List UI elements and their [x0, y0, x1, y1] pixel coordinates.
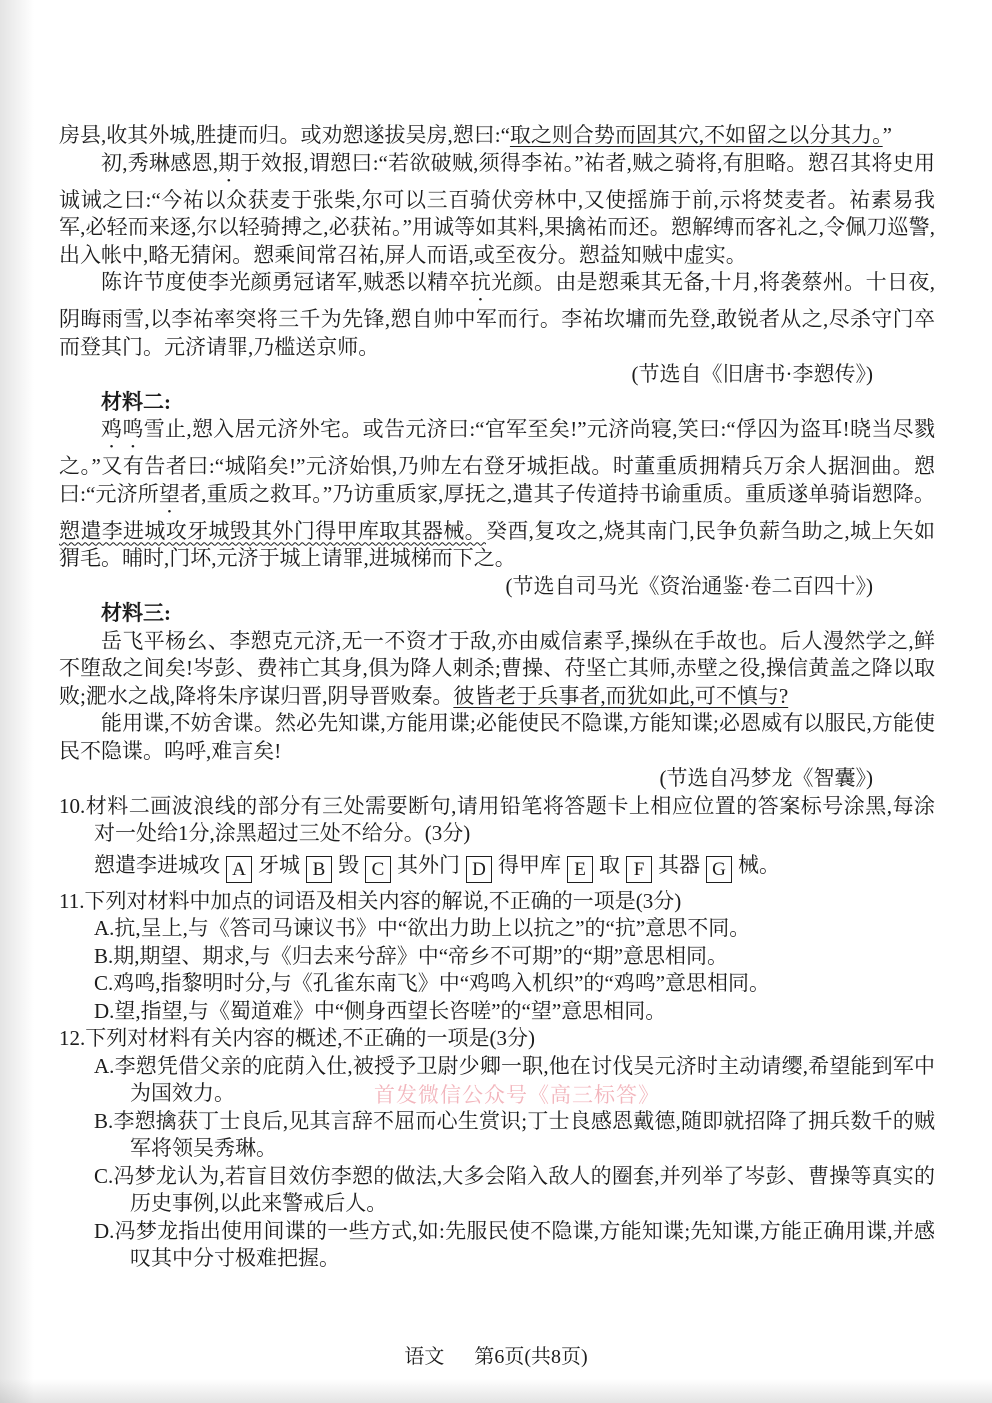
question-11-option-a: [94, 915, 935, 943]
question-12: [59, 1025, 935, 1053]
material1-paragraph-3: [59, 269, 935, 361]
material2-p1-seg1: 者,重质之救耳。”乃访重质家,厚抚之,遣其子传道持书谕重质。重质遂单骑诣愬降。: [180, 481, 936, 506]
question-12-number: 12.: [59, 1026, 86, 1050]
option-text: 鸡鸣,指黎明时分,与《孔雀东南飞》中“鸡鸣入机织”的“鸡鸣”意思相同。: [113, 971, 771, 995]
page-body-text: [59, 122, 935, 1273]
question-11-number: 11.: [59, 888, 85, 913]
option-text: 抗,呈上,与《答司马谏议书》中“欲出力助上以抗之”的“抗”意思不同。: [114, 916, 751, 940]
option-label: C.: [94, 971, 114, 995]
option-text: 期,期望、期求,与《归去来兮辞》中“帝乡不可期”的“期”意思相同。: [113, 943, 729, 968]
material1-p2-seg0: 初,秀琳感恩,: [101, 150, 219, 175]
material1-p1-post: ”: [882, 123, 892, 147]
option-text: 冯梦龙指出使用间谍的一些方式,如:先服民使不隐谍,方能知谍;先知谍,方能正确用谍,并感叹其中分寸极难把握。: [114, 1218, 935, 1270]
question-11: [59, 888, 935, 916]
material1-p1-underlined-sentence: 取之则合势而固其穴,不如留之以分其力。: [509, 123, 883, 147]
option-text: 望,指望,与《蜀道难》中“侧身西望长咨嗟”的“望”意思相同。: [114, 998, 667, 1023]
material1-p3-seg1: 光颜。由是愬乘其无备,十月,将袭蔡州。十日夜,阴晦雨雪,以李祐率突将三千为先锋,愬自帅中军而行。李祐坎墉而先登,敢锐者从之,尽杀守门卒而登其门。元济请罪,乃槛送京师。: [59, 270, 936, 359]
footer-page-number: 第6页(共8页): [474, 1346, 588, 1368]
dotted-word-qi: 期: [218, 150, 240, 175]
option-label: B.: [94, 943, 114, 968]
q10-seg-2: 毁: [338, 852, 359, 877]
material2-wavy-underlined-sentence: 愬遣李进城攻牙城毁其外门得甲库取其器械。: [59, 518, 486, 543]
option-label: A.: [94, 916, 115, 940]
option-label: B.: [94, 1108, 114, 1133]
material3-citation: (节选自冯梦龙《智囊》): [659, 766, 873, 790]
material3-p1-seg0: 岳飞平杨幺、李愬克元济,无一不资才于敌,亦由威信素孚,操纵在手故也。后人漫然学之,鲜不堕敌之间矣!岑彭、费祎亡其身,俱为降人刺杀;曹操、苻坚亡其师,赤壁之役,操信黄盖之降以取败;淝水之战,降将朱序谋归晋,阴导晋败秦。: [59, 628, 935, 708]
question-12-option-c: [94, 1163, 935, 1218]
dotted-word-kang: 抗: [469, 270, 492, 294]
answer-box-D: D: [466, 856, 492, 883]
material3-paragraph-1: [59, 628, 935, 711]
q10-seg-1: 牙城: [258, 852, 300, 877]
material1-citation: (节选自《旧唐书·李愬传》): [631, 362, 873, 386]
material2-paragraph-1: [59, 416, 935, 573]
page-footer: [0, 1340, 992, 1369]
material3-paragraph-2: 能用谍,不妨舍谍。然必先知谍,方能用谍;必能使民不隐谍,方能知谍;必恩威有以服民,方能使民不隐谍。呜呼,难言矣!: [59, 711, 935, 763]
question-11-option-d: [94, 998, 935, 1026]
dotted-word-jiming: 鸡鸣: [101, 417, 144, 441]
pink-watermark-text: 首发微信公众号《高三标答》: [374, 1083, 660, 1107]
q10-seg-0: 愬遣李进城攻: [94, 852, 220, 877]
answer-box-F: F: [626, 856, 652, 883]
material1-p3-seg0: 陈许节度使李光颜勇冠诸军,贼悉以精卒: [101, 270, 470, 294]
option-label: A.: [94, 1053, 115, 1078]
material2-citation: (节选自司马光《资治通鉴·卷二百四十》): [505, 573, 873, 598]
option-text: 李愬凭借父亲的庇荫入仕,被授予卫尉少卿一职,他在讨伐吴元济时主动请缨,希望能到军中为国效力。: [114, 1053, 935, 1105]
material2-heading: 材料二:: [101, 389, 171, 414]
material2-p1-seg0: 雪止,愬入居元济外宅。或告元济曰:“官军至矣!”元济尚寝,笑曰:“俘囚为盗耳!晓当尽戮之。”又有告者曰:“城陷矣!”元济始惧,乃帅左右登牙城拒战。时董重质拥精兵万余人据洄曲。愬曰:“元济所: [59, 417, 936, 506]
material3-underlined-sentence: 彼皆老于兵事者,而犹如此,可不慎与?: [453, 683, 789, 708]
q10-seg-5: 取: [599, 852, 620, 877]
material2-p1-seg2: 癸酉,复攻之,烧其南门,民争负薪刍助之,城上矢如猬毛。晡时,门坏,元济于城上请罪,进城梯而下之。: [59, 518, 936, 570]
question-10-text: 材料二画波浪线的部分有三处需要断句,请用铅笔将答题卡上相应位置的答案标号涂黑,每涂对一处给1分,涂黑超过三处不给分。(3分): [85, 793, 935, 845]
option-label: C.: [94, 1163, 114, 1188]
option-text: 冯梦龙认为,若盲目效仿李愬的做法,大多会陷入敌人的圈套,并列举了岑彭、曹操等真实的历史事例,以此来警戒后人。: [113, 1163, 935, 1215]
q10-seg-3: 其外门: [397, 852, 460, 877]
dotted-word-wang: 望: [158, 481, 181, 506]
answer-box-G: G: [706, 856, 732, 883]
question-12-option-a: [94, 1053, 935, 1108]
question-10-number: 10.: [59, 793, 86, 818]
q10-seg-6: 其器: [658, 852, 700, 877]
q10-seg-7: 械。: [738, 852, 780, 877]
question-10: [59, 793, 935, 848]
question-12-option-d: [94, 1218, 935, 1273]
answer-box-B: B: [306, 856, 332, 883]
option-text: 李愬擒获丁士良后,见其言辞不屈而心生赏识;丁士良感恩戴德,随即就招降了拥兵数千的贼军将领吴秀琳。: [113, 1108, 935, 1160]
question-10-answer-line: [94, 852, 935, 883]
material3-heading: 材料三:: [101, 601, 171, 625]
footer-subject-label: 语文: [404, 1346, 445, 1368]
question-12-option-b: [94, 1108, 935, 1163]
material1-paragraph-1: [59, 122, 935, 150]
q10-seg-4: 得甲库: [498, 852, 561, 877]
answer-box-A: A: [226, 856, 252, 883]
material1-p2-seg1: 于效报,谓愬曰:“若欲破贼,须得李祐。”祐者,贼之骑将,有胆略。愬召其将史用诚诫之曰:“今祐以众获麦于张柴,尔可以三百骑伏旁林中,又使摇旆于前,示将焚麦者。祐素易我军,必轻而来逐,尔以轻骑搏之,必获祐。”用诚等如其料,果擒祐而还。愬解缚而客礼之,令佩刀巡警,出入帐中,略无猜闲。愬乘间常召祐,屏人而语,或至夜分。愬益知贼中虚实。: [59, 150, 936, 267]
option-label: D.: [94, 998, 115, 1023]
question-12-text: 下列对材料有关内容的概述,不正确的一项是(3分): [85, 1026, 535, 1050]
answer-box-E: E: [567, 856, 593, 883]
question-11-option-c: [94, 970, 935, 998]
question-11-option-b: [94, 943, 935, 971]
option-label: D.: [94, 1218, 115, 1243]
question-11-text: 下列对材料中加点的词语及相关内容的解说,不正确的一项是(3分): [84, 888, 682, 913]
answer-box-C: C: [365, 856, 391, 883]
material1-paragraph-2: [59, 150, 935, 270]
material1-p1-pre: 房县,收其外城,胜捷而归。或劝愬遂拔吴房,愬曰:“: [59, 123, 510, 147]
